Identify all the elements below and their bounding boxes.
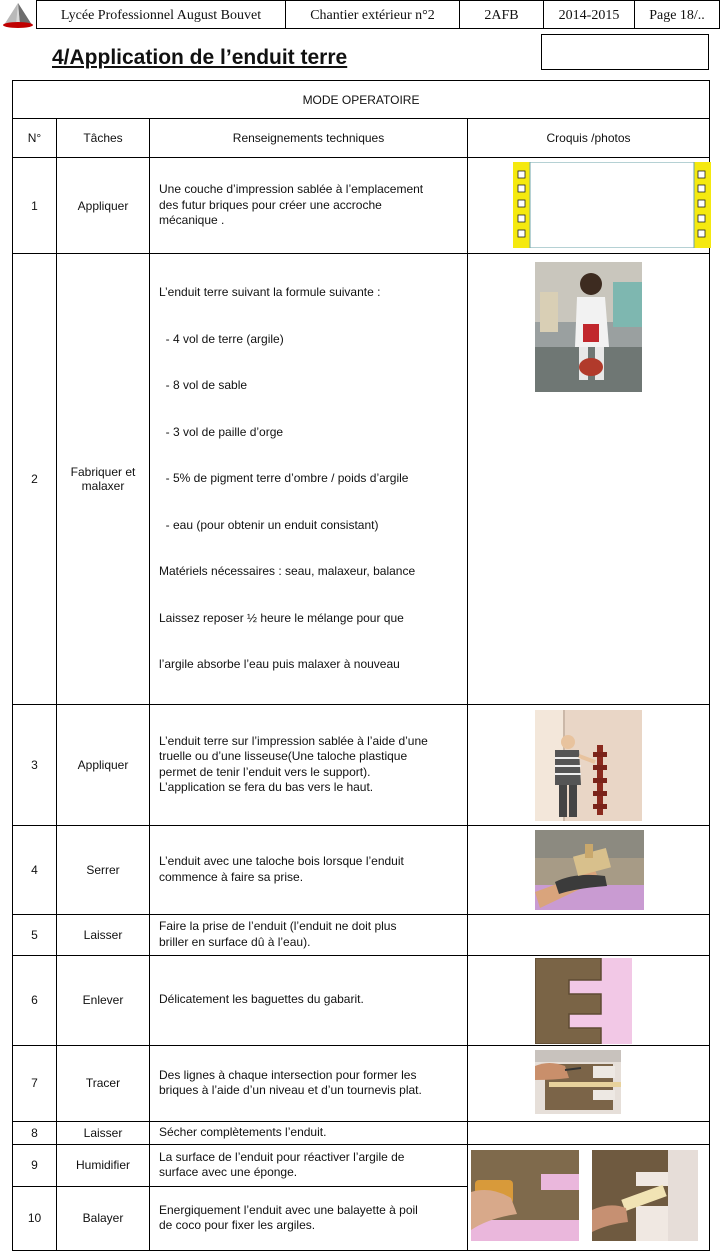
header-info: Renseignements techniques: [150, 119, 468, 158]
row-task: Laisser: [57, 914, 150, 955]
row-task: Appliquer: [57, 704, 150, 825]
page-header: [0, 0, 720, 30]
header-sketch: Croquis /photos: [468, 119, 710, 158]
row-num: 10: [13, 1186, 57, 1250]
row-photo: [468, 1045, 710, 1121]
remove-battens-photo: [535, 958, 632, 1044]
row-info: La surface de l’enduit pour réactiver l’argile de surface avec une éponge.: [150, 1144, 468, 1186]
table-row: [13, 1121, 710, 1144]
row-num: 4: [13, 825, 57, 914]
header-task: Tâches: [57, 119, 150, 158]
float-photo: [535, 830, 644, 910]
row-task: Humidifier: [57, 1144, 150, 1186]
formwork-sketch: [513, 162, 711, 248]
row-num: 2: [13, 254, 57, 705]
row-num: 6: [13, 955, 57, 1045]
row-photo: [468, 1121, 710, 1144]
row-num: 9: [13, 1144, 57, 1186]
table-caption: MODE OPERATOIRE: [13, 81, 710, 119]
tracing-photo: [535, 1050, 621, 1114]
mixing-photo: [535, 262, 642, 392]
school-year: 2014-2015: [543, 0, 635, 29]
table-header-row: [13, 119, 710, 158]
table-row: [13, 704, 710, 825]
row-num: 3: [13, 704, 57, 825]
page-number: Page 18/..: [634, 0, 720, 29]
blank-box: [541, 34, 709, 70]
operating-mode-table: [12, 80, 710, 1251]
brush-photo: [592, 1150, 698, 1241]
sponge-photo: [471, 1150, 579, 1241]
header-num: N°: [13, 119, 57, 158]
row-task: Balayer: [57, 1186, 150, 1250]
row-num: 8: [13, 1121, 57, 1144]
class-name: 2AFB: [459, 0, 544, 29]
row-task: Enlever: [57, 955, 150, 1045]
row-photo: [468, 955, 710, 1045]
table-row: [13, 1045, 710, 1121]
table-row: [13, 1144, 710, 1186]
school-logo: [2, 1, 34, 29]
row-info: L’enduit terre suivant la formule suivante : - 4 vol de terre (argile) - 8 vol de sable - 3 vol de paille d’orge - 5% de pigment terre d’ombre / poids d’argile - eau (pour obtenir un enduit consistant) Matériels nécessaires : seau, malaxeur, balance Laissez reposer ½ heure le mélange pour que l’argile absorbe l’eau puis malaxer à nouveau: [150, 254, 468, 705]
row-photo: [468, 254, 710, 705]
row-info: Des lignes à chaque intersection pour former les briques à l’aide d’un niveau et d’un tournevis plat.: [150, 1045, 468, 1121]
table-row: [13, 825, 710, 914]
page-title: 4/Application de l’enduit terre: [52, 46, 348, 69]
row-info: L’enduit terre sur l’impression sablée à l’aide d’une truelle ou d’une lisseuse(Une taloche plastique permet de tenir l’enduit vers le support). L’application se fera du bas vers le haut.: [150, 704, 468, 825]
applying-photo: [535, 710, 642, 821]
row-task: Serrer: [57, 825, 150, 914]
row-photo: [468, 704, 710, 825]
row-task: Appliquer: [57, 158, 150, 254]
row-info: Energiquement l’enduit avec une balayette à poil de coco pour fixer les argiles.: [150, 1186, 468, 1250]
row-task: Fabriquer et malaxer: [57, 254, 150, 705]
row-task: Tracer: [57, 1045, 150, 1121]
row-photo: [468, 1144, 710, 1250]
table-row: [13, 158, 710, 254]
row-info: Délicatement les baguettes du gabarit.: [150, 955, 468, 1045]
table-row: [13, 955, 710, 1045]
school-name: Lycée Professionnel August Bouvet: [36, 0, 286, 29]
row-num: 7: [13, 1045, 57, 1121]
table-row: [13, 254, 710, 705]
project-name: Chantier extérieur n°2: [285, 0, 460, 29]
row-photo: [468, 914, 710, 955]
row-info: Une couche d’impression sablée à l’emplacement des futur briques pour créer une accroche mécanique .: [150, 158, 468, 254]
row-num: 5: [13, 914, 57, 955]
row-num: 1: [13, 158, 57, 254]
row-info: L’enduit avec une taloche bois lorsque l’enduit commence à faire sa prise.: [150, 825, 468, 914]
row-info: Faire la prise de l’enduit (l’enduit ne doit plus briller en surface dû à l’eau).: [150, 914, 468, 955]
row-task: Laisser: [57, 1121, 150, 1144]
table-row: [13, 914, 710, 955]
row-photo: [468, 158, 710, 254]
row-photo: [468, 825, 710, 914]
row-info: Sécher complètements l’enduit.: [150, 1121, 468, 1144]
